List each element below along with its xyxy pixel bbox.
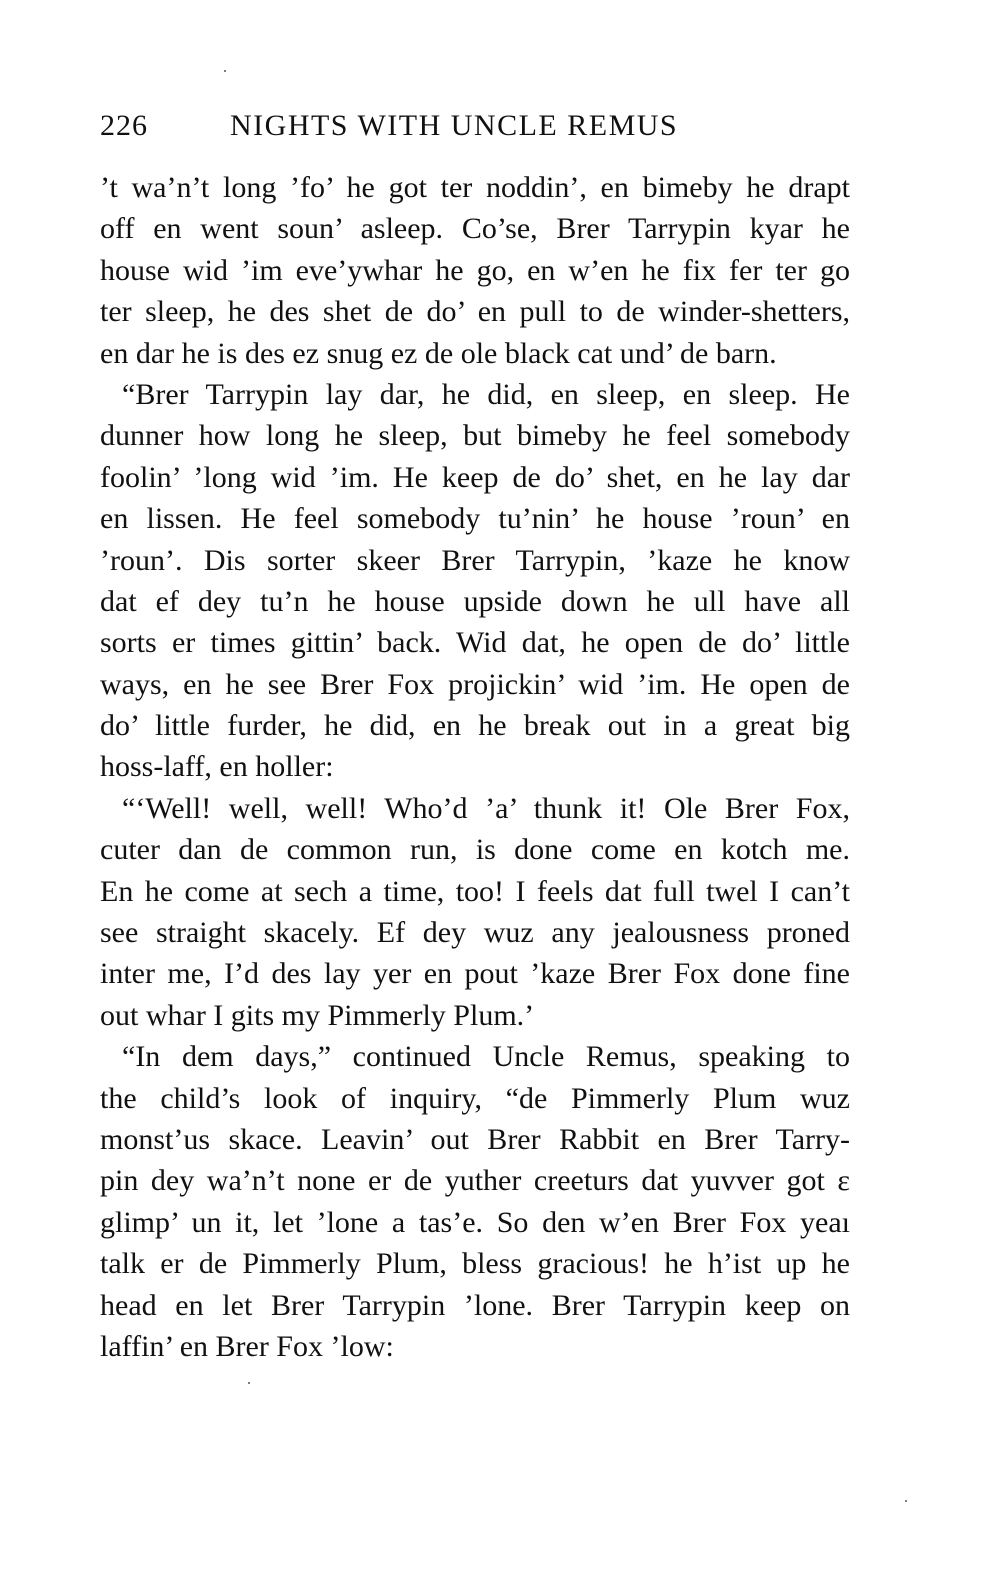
text-line: inter me, I’d des lay yer en pout ’kaze Brer Fox done fine (100, 957, 850, 991)
text-line: “Brer Tarrypin lay dar, he did, en sleep, en sleep. He (122, 377, 850, 411)
page-header (100, 104, 850, 148)
text-line: hoss-laff, en holler: (100, 750, 334, 784)
scan-speck (224, 70, 226, 72)
text-line: cuter dan de common run, is done come en kotch me. (100, 833, 850, 867)
text-line: pin dey wa’n’t none er de yuther creeturs dat yuvver got ε (100, 1164, 850, 1198)
text-line: En he come at sech a time, too! I feels dat full twel I can’t (100, 874, 850, 908)
text-line: talk er de Pimmerly Plum, bless gracious! he h’ist up he (100, 1247, 850, 1281)
text-line: laffin’ en Brer Fox ’low: (100, 1329, 394, 1363)
text-line: ’t wa’n’t long ’fo’ he got ter noddin’, en bimeby he drapt (100, 171, 850, 204)
text-line: ’roun’. Dis sorter skeer Brer Tarrypin, ’kaze he know (100, 543, 850, 577)
text-line: glimp’ un it, let ’lone a tas’e. So den w’en Brer Fox yeaı (100, 1205, 850, 1239)
text-line: dat ef dey tu’n he house upside down he ull have all (100, 584, 850, 618)
scan-speck (248, 1382, 250, 1384)
text-line: ways, en he see Brer Fox projickin’ wid ’im. He open de (100, 667, 850, 701)
text-line: monst’us skace. Leavin’ out Brer Rabbit en Brer Tarry- (100, 1122, 850, 1156)
text-line: out whar I gits my Pimmerly Plum.’ (100, 998, 535, 1032)
running-head: NIGHTS WITH UNCLE REMUS (230, 109, 679, 142)
text-line: off en went soun’ asleep. Co’se, Brer Tarrypin kyar he (100, 212, 850, 246)
text-line: head en let Brer Tarrypin ’lone. Brer Tarrypin keep on (100, 1288, 850, 1322)
text-line: dunner how long he sleep, but bimeby he feel somebody (100, 419, 850, 453)
text-line: foolin’ ’long wid ’im. He keep de do’ shet, en he lay dar (100, 460, 850, 494)
text-line: sorts er times gittin’ back. Wid dat, he open de do’ little (100, 626, 850, 660)
text-line: see straight skacely. Ef dey wuz any jealousness proned (100, 916, 850, 950)
text-line: en dar he is des ez snug ez de ole black cat und’ de barn. (100, 336, 777, 370)
text-line: the child’s look of inquiry, “de Pimmerly Plum wuz (100, 1081, 850, 1115)
body-text (100, 167, 850, 1367)
text-line: ter sleep, he des shet de do’ en pull to de winder-shetters, (100, 295, 850, 329)
scan-speck (905, 1500, 907, 1502)
text-line: “In dem days,” continued Uncle Remus, speaking to (122, 1040, 850, 1074)
text-line: “‘Well! well, well! Who’d ’a’ thunk it! Ole Brer Fox, (122, 791, 850, 825)
text-line: house wid ’im eve’ywhar he go, en w’en he fix fer ter go (100, 253, 850, 287)
page-number: 226 (100, 109, 148, 142)
text-line: do’ little furder, he did, en he break out in a great big (100, 709, 850, 743)
text-line: en lissen. He feel somebody tu’nin’ he house ’roun’ en (100, 502, 850, 536)
